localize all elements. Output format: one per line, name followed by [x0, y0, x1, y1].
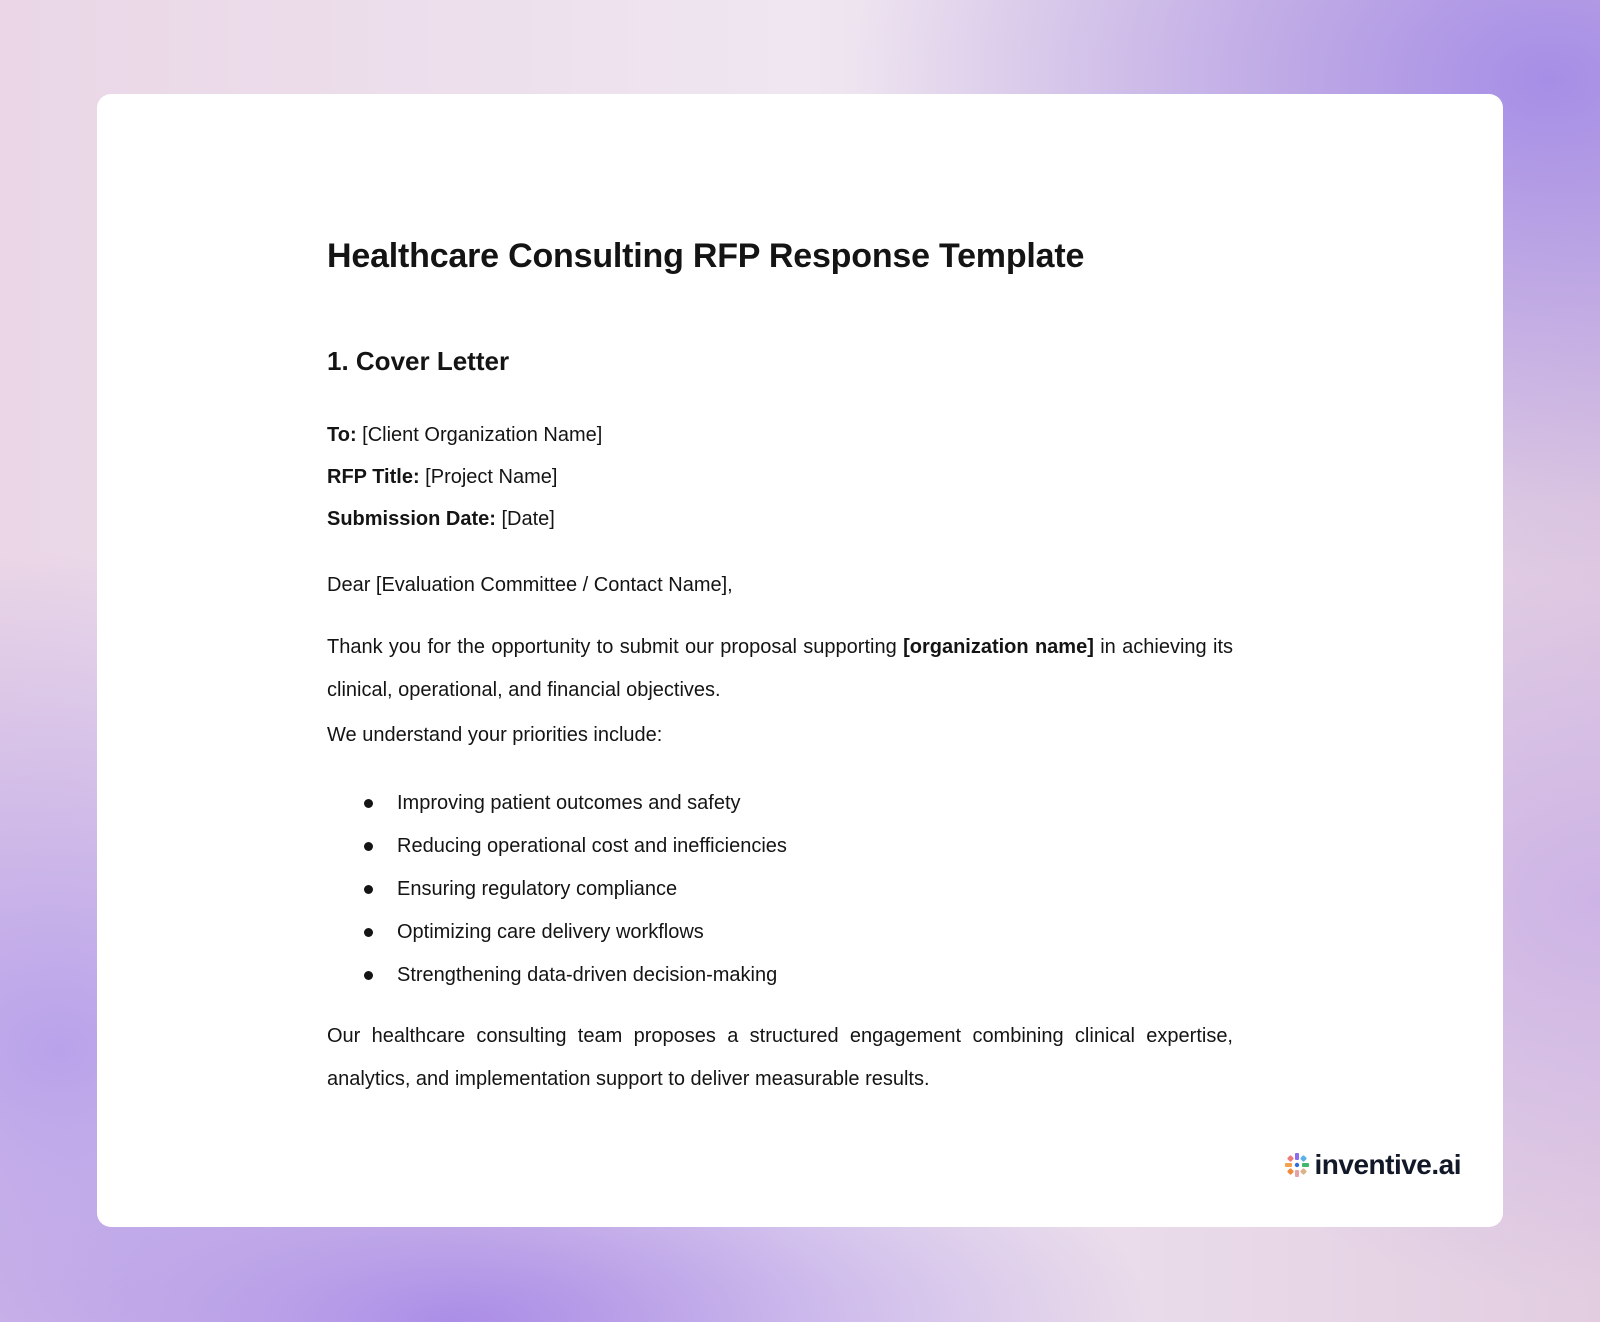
priorities-list [327, 782, 787, 997]
organization-name-placeholder: [organization name] [903, 636, 1094, 658]
list-item [327, 868, 787, 911]
field-rfp-title [327, 466, 557, 489]
list-item-text: Reducing operational cost and inefficiencies [397, 835, 787, 857]
priorities-intro: We understand your priorities include: [327, 724, 663, 746]
field-label: Submission Date: [327, 508, 496, 530]
bullet-icon [364, 885, 373, 894]
list-item [327, 825, 787, 868]
bullet-icon [364, 928, 373, 937]
list-item [327, 782, 787, 825]
intro-text-end: in achieving its clinical, operational, and financial objectives. [327, 636, 1233, 701]
closing-paragraph: Our healthcare consulting team proposes a structured engagement combining clinical expertise, analytics, and implementation support to deliver measurable results. [327, 1025, 1233, 1090]
document-card [97, 94, 1503, 1227]
list-item-text: Strengthening data-driven decision-making [397, 964, 778, 986]
intro-paragraph [327, 626, 1233, 712]
list-item [327, 911, 787, 954]
salutation: Dear [Evaluation Committee / Contact Name], [327, 574, 733, 596]
logo-text: inventive.ai [1314, 1149, 1461, 1180]
list-item-text: Improving patient outcomes and safety [397, 792, 741, 814]
bullet-icon [364, 799, 373, 808]
field-submission-date [327, 508, 555, 531]
section-heading: 1. Cover Letter [327, 346, 510, 376]
list-item-text: Ensuring regulatory compliance [397, 878, 678, 900]
bullet-icon [364, 842, 373, 851]
inventive-ai-logo [1284, 1149, 1461, 1181]
intro-text: Thank you for the opportunity to submit our proposal supporting [327, 636, 904, 658]
field-value: [Date] [501, 508, 555, 530]
field-to [327, 424, 602, 447]
logo-mark-icon [1284, 1152, 1310, 1178]
bullet-icon [364, 971, 373, 980]
list-item-text: Optimizing care delivery workflows [397, 921, 704, 943]
field-label: RFP Title: [327, 466, 420, 488]
document-title: Healthcare Consulting RFP Response Template [327, 237, 1085, 275]
list-item [327, 954, 787, 997]
field-value: [Project Name] [425, 466, 558, 488]
field-label: To: [327, 424, 357, 446]
field-value: [Client Organization Name] [362, 424, 603, 446]
